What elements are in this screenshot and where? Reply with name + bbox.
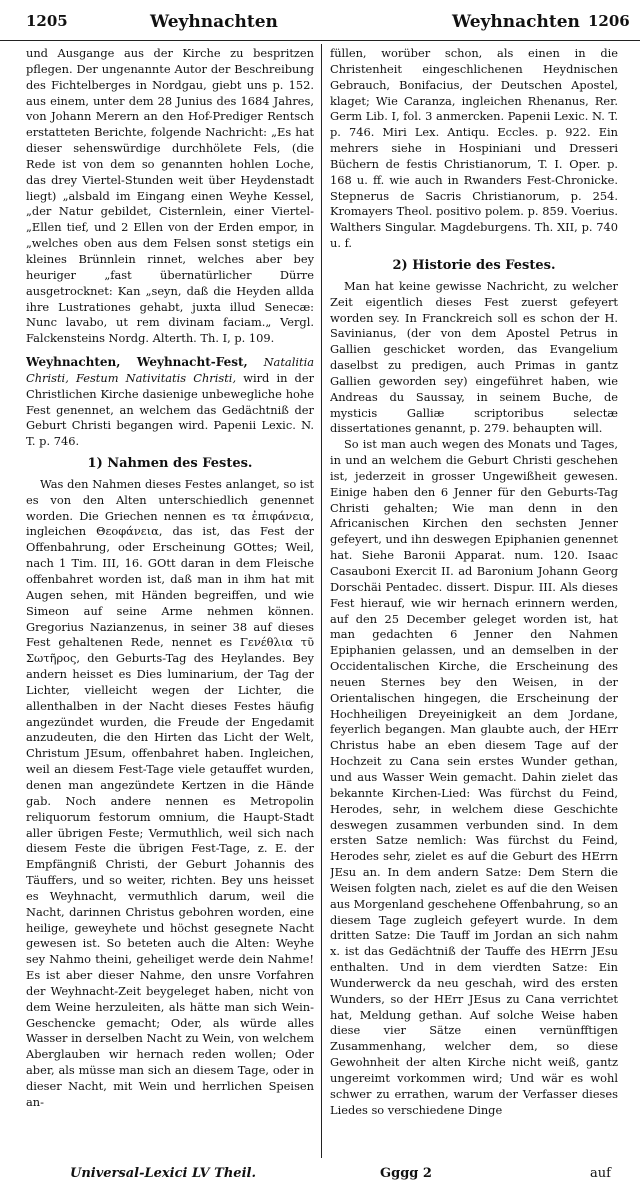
- entry-weyhnachten: [26, 355, 314, 450]
- paragraph: Was den Nahmen dieses Festes anlanget, so ist es von den Alten unterschiedlich genennet worden. Die Griechen nennen es τα ἐπιφάνεια, ingleichen Θεοφάνεια, das ist, das Fest der Offenbahrung, oder Erscheinung GOttes; Weil, nach 1 Tim. III, 16. GOtt daran in dem Fleische offenbahret worden ist, daß man in ihm hat mit Augen sehen, mit Händen begreiffen, und wie Simeon auf seine Arme nehmen können. Gregorius Nazianzenus, in seiner 38 auf dieses Fest gehaltenen Rede, nennet es Γενέθλια τῦ Σωτῆρος, den Geburts-Tag des Heylandes. Bey andern heisset es Dies luminarium, der Tag der Lichter, vielleicht wegen der Lichter, die allenthalben in der Nacht dieses Festes häufig angezündet wurden, die Freude der Engedamit anzudeuten, die den Hirten das Licht der Welt, Christum JEsum, offenbahret haben. Ingleichen, weil an diesem Fest-Tage viele getauffet wurden, denen man angezündete Kertzen in die Hände gab. Noch andere nennen es Metropolin reliquorum festorum omnium, die Haupt-Stadt aller übrigen Feste; Vermuthlich, weil sich nach diesem Feste die übrigen Fest-Tage, z. E. der Empfängniß Christi, der Geburt Johannis des Täuffers, und so weiter, richten. Bey uns heisset es Weyhnacht, vermuthlich darum, weil die Nacht, darinnen Christus gebohren worden, eine heilige, geweyhete und höchst gesegnete Nacht gewesen ist. So beteten auch die Alten: Weyhe sey Nahmo theini, geheiliget werde dein Nahme! Es ist aber dieser Nahme, den unsre Vorfahren der Weyhnacht-Zeit beygeleget haben, nicht von dem Weine herzuleiten, als hätte man sich Wein-Geschencke gemacht; Oder, als würde alles Wasser in derselben Nacht zu Wein, von welchem Aberglauben wir hernach reden wollen; Oder aber, als müsse man sich an diesem Tage, oder in dieser Nacht, mit Wein und herrlichen Speisen an-: [26, 476, 314, 1109]
- running-head-left: Weyhnachten: [150, 12, 278, 32]
- paragraph: Man hat keine gewisse Nachricht, zu welcher Zeit eigentlich dieses Fest zuerst gefeyert worden sey. In Franckreich soll es schon der H. Savinianus, (der von dem Apostel Petrus in Gallien geschicket worden, das Evangelium daselbst zu predigen, auch Primas in gantz Gallien geworden sey) eingeführet haben, wie Andreas du Saussay, in seinem Buche, de mysticis Galliæ scriptoribus selectæ dissertationes genannt, p. 279. behaupten will.: [330, 278, 618, 436]
- left-column: [26, 46, 314, 1158]
- entry-latin: Natalitia Christi, Festum Nativitatis Christi,: [26, 355, 314, 385]
- entry-title: Weyhnachten, Weyhnacht-Fest,: [26, 355, 248, 370]
- page-header: [0, 4, 640, 41]
- page-number-left: 1205: [26, 12, 68, 30]
- entry-body: wird in der Christlichen Kirche dasienige unbewegliche hohe Fest genennet, an welchem das Gedächtniß der Geburt Christi begangen wird. Papenii Lexic. N. T. p. 746.: [26, 370, 314, 449]
- paragraph: und Ausgange aus der Kirche zu bespritzen pflegen. Der ungenannte Autor der Beschreibung des Fichtelberges in Nordgau, giebt uns p. 152. aus einem, unter dem 28 Junius des 1684 Jahres, von Johann Merern an den Hof-Prediger Rentsch erstatteten Berichte, folgende Nachricht: „Es hat dieser sehenswürdige durchhölete Fels, (die Rede ist von dem so genannten hohlen Loche, das drey Viertel-Stunden weit über Heydenstadt liegt) „alsbald im Eingang einen Weyhe Kessel, „der Natur gebildet, Cisternlein, einer Viertel-„Ellen tief, und 2 Ellen von der Erden empor, in „welches oben aus dem Felsen sonst stetigs ein kleines Brünnlein rinnet, welches aber bey heuriger „fast übernatürlicher Dürre ausgetrocknet: Kan „seyn, daß die Heyden allda ihre Lustrationes gehabt, juxta illud Senecæ: Nunc lavabo, ut rem divinam faciam.„ Vergl. Falckensteins Nordg. Alterth. Th. I, p. 109.: [26, 46, 314, 346]
- page-number-right: 1206: [588, 12, 630, 30]
- section-heading-names: 1) Nahmen des Festes.: [87, 456, 253, 472]
- paragraph: So ist man auch wegen des Monats und Tages, in und an welchem die Geburt Christi geschehen ist, jederzeit in grosser Ungewißheit gewesen. Einige haben den 6 Jenner für den Geburts-Tag Christi gehalten; Wie man denn in den Africanischen Kirchen den sechsten Jenner gefeyert, und ihn deswegen Epiphanien genennet hat. Siehe Baronii Apparat. num. 120. Isaac Casauboni Exercit II. ad Baronium Johann Georg Dorschäi Pentadec. dissert. Dispur. III. Als dieses Fest hierauf, wie wir hernach erinnern werden, auf den 25 December geleget worden ist, hat man gedachten 6 Jenner den Nahmen Epiphanien gelassen, und an demselben in der Occidentalischen Kirche, die Erscheinung des neuen Sternes bey den Weisen, in der Orientalischen hingegen, die Erscheinung der Hochheiligen Dreyeinigkeit an dem Jordane, feyerlich begangen. Man glaubte auch, der HErr Christus habe an eben diesem Tage auf der Hochzeit zu Cana sein erstes Wunder gethan, und aus Wasser Wein gemacht. Dahin zielet das bekannte Kirchen-Lied: Was fürchst du Feind, Herodes, sehr, in welchem diese Geschichte deswegen zusammen verbunden sind. In dem ersten Satze nemlich: Was fürchst du Feind, Herodes sehr, zielet es auf die Geburt des HErrn JEsu an. In dem andern Satze: Dem Stern die Weisen folgten nach, zielet es auf die den Weisen aus Morgenland geschehene Offenbahrung, so an diesem Tage zugleich gefeyert wurde. In dem dritten Satze: Die Tauff im Jordan an sich nahm x. ist das Gedächtniß der Tauffe des HErrn JEsu enthalten. Und in dem vierdten Satze: Ein Wunderwerck da neu geschah, wird des ersten Wunders, so der HErr JEsus zu Cana verrichtet hat, Meldung gethan. Auf solche Weise haben diese vier Sätze einen vernünfftigen Zusammenhang, welcher dem, so diese Gewohnheit der alten Kirche nicht weiß, gantz ungereimt vorkommen wird; Und wär es wohl schwer zu errathen, warum der Verfasser dieses Liedes so verschiedene Dinge: [330, 437, 618, 1117]
- running-head-right: Weyhnachten: [452, 12, 580, 32]
- footer-signature: Gggg 2: [380, 1166, 432, 1181]
- paragraph: füllen, worüber schon, als einen in die Christenheit eingeschlichenen Heydnischen Gebrauch, Bonifacius, der Deutschen Apostel, klaget; Wie Caranza, ingleichen Rhenanus, Rer. Germ Lib. I, fol. 3 anmercken. Papenii Lexic. N. T. p. 746. Miri Lex. Antiqu. Eccles. p. 922. Ein mehrers siehe in Hospiniani und Dresseri Büchern de festis Christianorum, T. I. Oper. p. 168 u. ff. wie auch in Rwanders Fest-Chronicke. Stepnerus de Sacris Christianorum, p. 254. Kromayers Theol. positivo polem. p. 859. Voerius. Walthers Singular. Magdeburgens. Th. XII, p. 740 u. f.: [330, 46, 618, 251]
- column-divider: [321, 44, 322, 1158]
- footer-volume: Universal-Lexici LV Theil.: [70, 1166, 256, 1181]
- footer-catchword: auf: [590, 1166, 611, 1181]
- right-column: [330, 46, 618, 1158]
- section-heading-history: 2) Historie des Festes.: [392, 257, 556, 273]
- page-footer: [0, 1166, 640, 1190]
